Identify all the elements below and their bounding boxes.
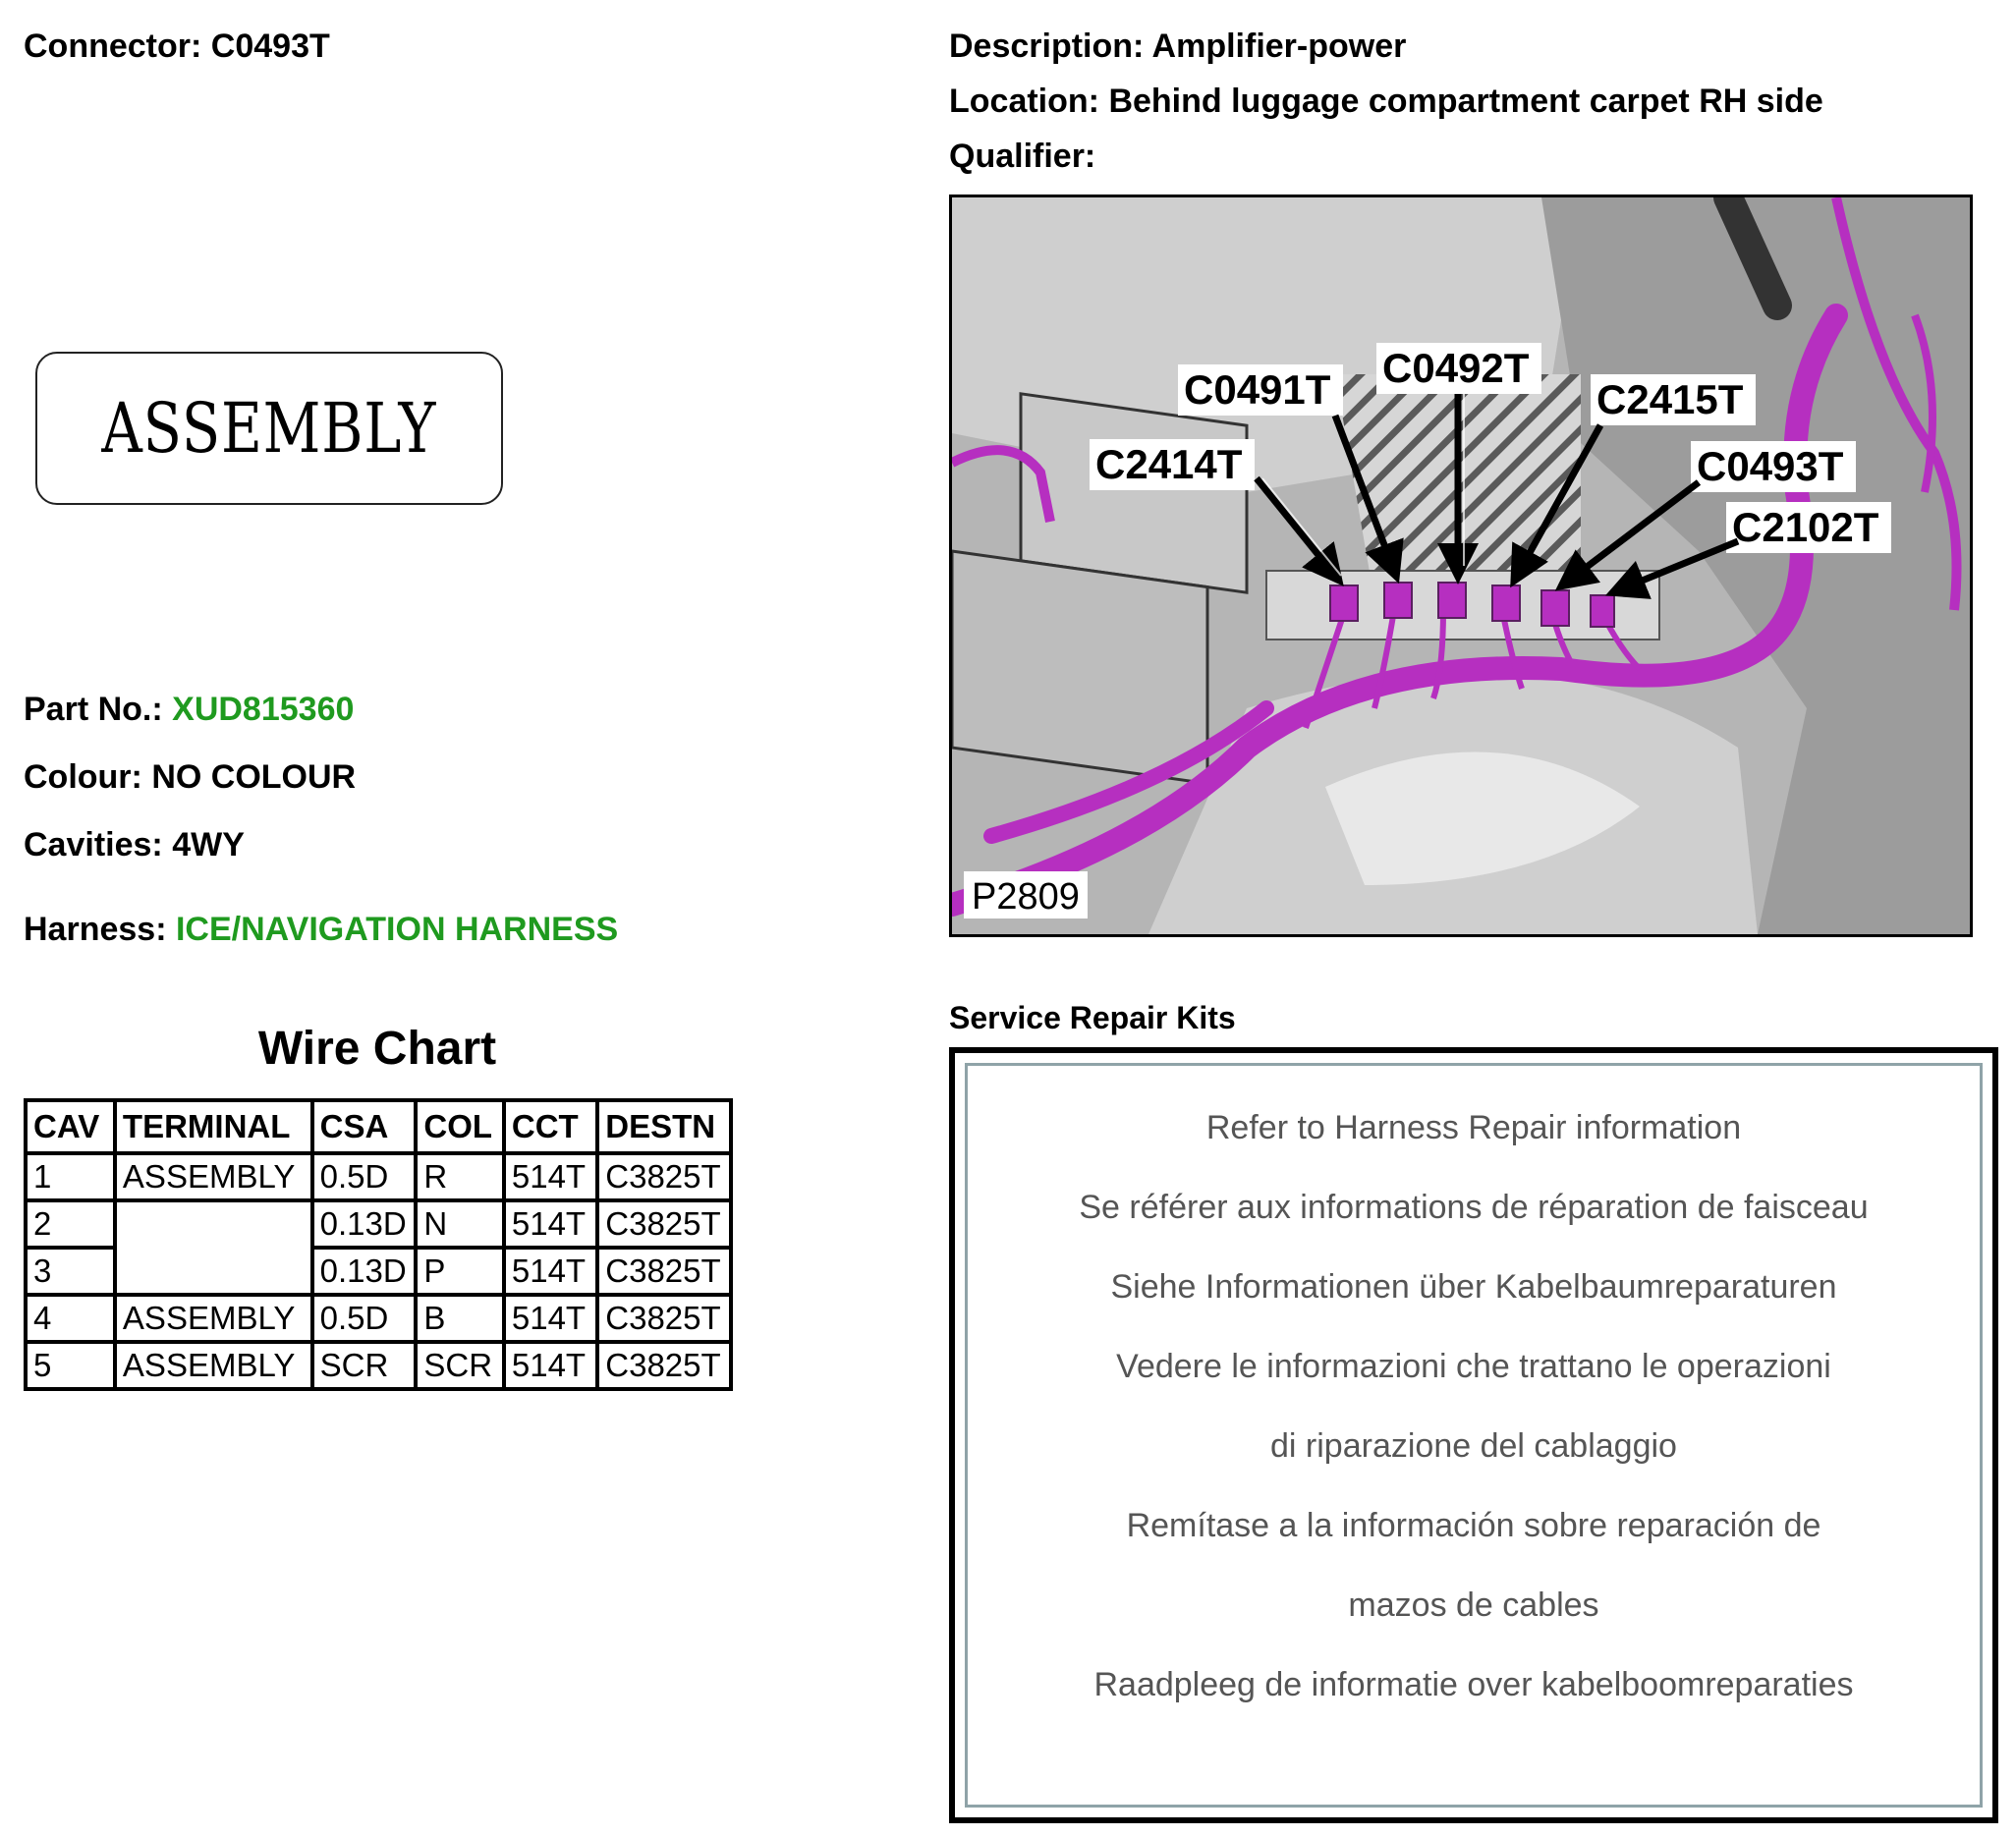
cavities-line (24, 826, 245, 864)
cell-cct: 514T (504, 1248, 597, 1295)
wire-chart-title: Wire Chart (257, 1023, 497, 1075)
callout-c0493t: C0493T (1697, 443, 1844, 489)
connector-label: Connector: (24, 28, 202, 65)
description-line (949, 28, 1406, 66)
description-value: Amplifier-power (1151, 28, 1407, 65)
amplifier-module-lower (952, 551, 1207, 784)
connector-line (24, 28, 330, 66)
qualifier-line (949, 138, 1095, 176)
harness-label: Harness: (24, 911, 167, 948)
callout-c0492t: C0492T (1382, 345, 1530, 391)
cell-col: B (416, 1295, 503, 1342)
cavities-label: Cavities: (24, 826, 163, 863)
cell-terminal-merged (115, 1200, 312, 1295)
table-row (26, 1342, 731, 1389)
cell-csa: 0.5D (312, 1153, 417, 1200)
cell-csa: 0.13D (312, 1200, 417, 1248)
cavities-value: 4WY (172, 826, 245, 863)
assembly-box-text: ASSEMBLY (101, 388, 437, 469)
amplifier-module-upper (1021, 394, 1247, 592)
cell-cav: 1 (26, 1153, 115, 1200)
callout-c2414t: C2414T (1095, 441, 1243, 487)
location-line (949, 83, 1823, 121)
service-repair-kits-title: Service Repair Kits (949, 1000, 1236, 1035)
cell-terminal: ASSEMBLY (115, 1153, 312, 1200)
harness-link[interactable]: ICE/NAVIGATION HARNESS (175, 911, 619, 948)
wire-chart-table (24, 1098, 733, 1391)
cell-destn: C3825T (597, 1295, 731, 1342)
connector-location-picture (949, 195, 1973, 937)
part-no-label: Part No.: (24, 691, 163, 728)
table-row (26, 1153, 731, 1200)
cell-cct: 514T (504, 1153, 597, 1200)
cell-terminal: ASSEMBLY (115, 1295, 312, 1342)
cell-col: SCR (416, 1342, 503, 1389)
table-row (26, 1200, 731, 1248)
wire-chart-header-row (26, 1100, 731, 1153)
cell-csa: SCR (312, 1342, 417, 1389)
kit-line: di riparazione del cablaggio (1270, 1427, 1677, 1465)
cell-col: N (416, 1200, 503, 1248)
callout-c0491t: C0491T (1184, 366, 1331, 413)
header-cav: CAV (26, 1100, 115, 1153)
harness-line (24, 911, 618, 949)
kit-line: Se référer aux informations de réparation de faisceau (1079, 1189, 1869, 1226)
cell-destn: C3825T (597, 1248, 731, 1295)
cell-csa: 0.13D (312, 1248, 417, 1295)
cell-destn: C3825T (597, 1342, 731, 1389)
cell-destn: C3825T (597, 1153, 731, 1200)
cell-cav: 2 (26, 1200, 115, 1248)
part-no-line (24, 691, 354, 729)
cell-csa: 0.5D (312, 1295, 417, 1342)
location-value: Behind luggage compartment carpet RH side (1108, 83, 1823, 120)
header-csa: CSA (312, 1100, 417, 1153)
header-col: COL (416, 1100, 503, 1153)
cell-cct: 514T (504, 1342, 597, 1389)
cell-cct: 514T (504, 1200, 597, 1248)
kit-line: Refer to Harness Repair information (1205, 1109, 1742, 1146)
header-destn: DESTN (597, 1100, 731, 1153)
cell-destn: C3825T (597, 1200, 731, 1248)
cell-col: P (416, 1248, 503, 1295)
cell-cct: 514T (504, 1295, 597, 1342)
service-repair-kits-inner (965, 1063, 1983, 1808)
colour-label: Colour: (24, 758, 142, 796)
table-row (26, 1295, 731, 1342)
header-cct: CCT (504, 1100, 597, 1153)
cell-col: R (416, 1153, 503, 1200)
cell-terminal: ASSEMBLY (115, 1342, 312, 1389)
kit-line: Remítase a la información sobre reparación de (1126, 1507, 1821, 1544)
kit-line: Raadpleeg de informatie over kabelboomreparaties (1093, 1666, 1854, 1703)
description-label: Description: (949, 28, 1145, 65)
qualifier-label: Qualifier: (949, 138, 1096, 175)
picture-ref: P2809 (972, 876, 1080, 918)
kit-line: Vedere le informazioni che trattano le operazioni (1116, 1348, 1831, 1385)
cell-cav: 3 (26, 1248, 115, 1295)
callout-c2102t: C2102T (1732, 504, 1879, 550)
kit-line: mazos de cables (1348, 1586, 1599, 1624)
colour-line (24, 758, 356, 797)
connector-value: C0493T (210, 28, 330, 65)
callout-c2415t: C2415T (1596, 376, 1744, 422)
part-no-link[interactable]: XUD815360 (172, 691, 355, 728)
kit-line: Siehe Informationen über Kabelbaumreparaturen (1110, 1268, 1837, 1306)
cell-cav: 4 (26, 1295, 115, 1342)
colour-value: NO COLOUR (151, 758, 357, 796)
header-terminal: TERMINAL (115, 1100, 312, 1153)
assembly-graphic (35, 352, 503, 505)
service-repair-kits-box (949, 1047, 1998, 1823)
location-label: Location: (949, 83, 1099, 120)
cell-cav: 5 (26, 1342, 115, 1389)
